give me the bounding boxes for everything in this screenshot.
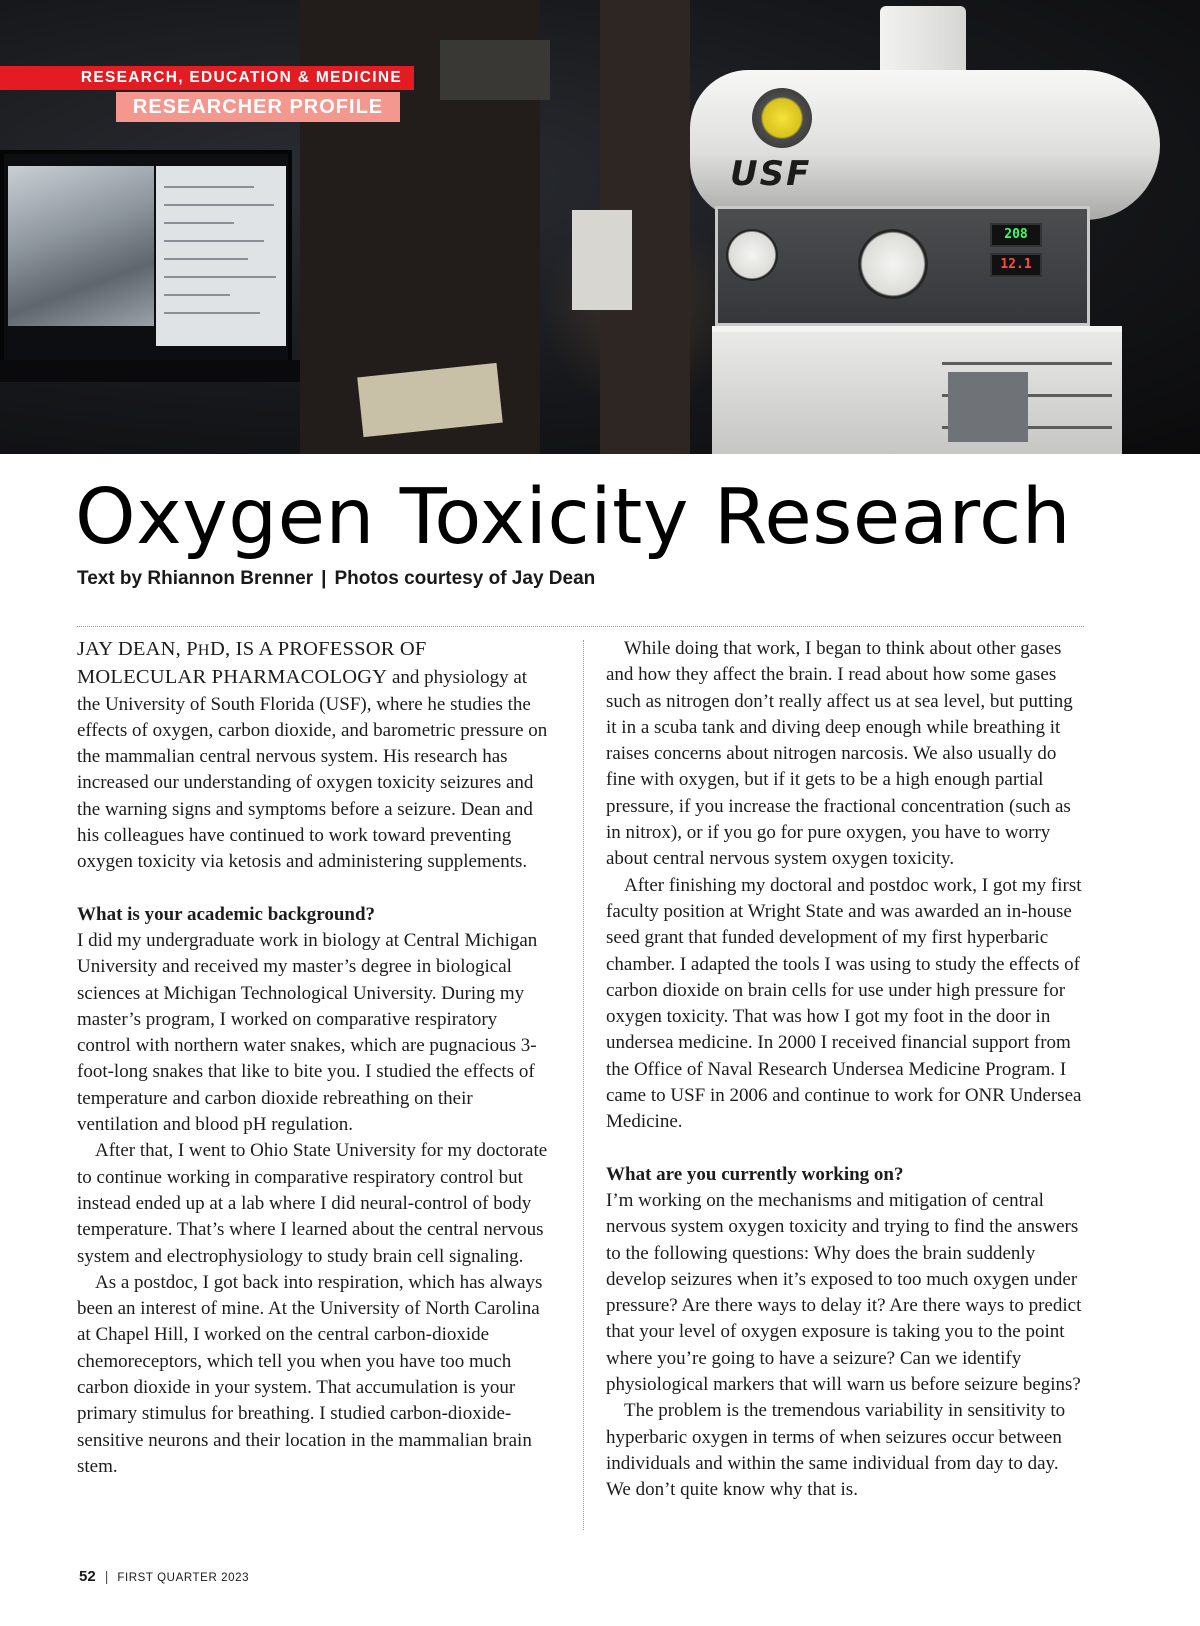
paper-note [572,210,632,310]
subsection-tag: RESEARCHER PROFILE [116,92,400,122]
readout-display: 208 [990,223,1042,247]
intro-lead-in: JAY DEAN, PHD, IS A PROFESSOR OF MOLECULAR PHARMACOLOGY [77,638,427,689]
video-pane [8,166,154,326]
hero-photo [0,0,1200,454]
question-heading: What is your academic background? [77,903,376,925]
byline-photo-credit: Photos courtesy of Jay Dean [334,568,596,589]
body-paragraph: While doing that work, I began to think about other gases and how they affect the brain. I read about how some gases such as nitrogen don’t really affect us at sea level, but putting it in a scuba tank and diving deep enough while breathing it raises concerns about nitrogen narcosis. We also usually do fine with oxygen, but if it gets to be a high enough partial pressure, if you increase the fractional concentration (such as in nitrox), or if you go for pure oxygen, you have to worry about central nervous system oxygen toxicity. [606,638,1073,870]
small-gauge [726,229,778,281]
byline-author: Text by Rhiannon Brenner [77,568,314,589]
lab-instrument [440,40,550,100]
control-panel [715,206,1090,326]
viewport-window [752,88,812,148]
lab-monitor [0,150,292,375]
readout-display: 12.1 [990,253,1042,277]
page-number: 52 [79,1568,96,1585]
footer-separator: | [104,1568,109,1584]
body-paragraph: I’m working on the mechanisms and mitigation of central nervous system oxygen toxicity and trying to find the answers to the following questions: Why does the brain suddenly develop seizures when it’s exposed to too much oxygen under pressure? Are there ways to delay it? Are there ways to predict that your level of oxygen exposure is taking you to the point where you’re going to have a seizure? Can we identify physiological markers that will warn us before seizure begins? [606,1189,1082,1396]
hyperbaric-chamber [690,70,1160,220]
brain-scan-image [948,372,1028,442]
byline-separator: | [321,568,327,589]
intro-paragraph: JAY DEAN, PHD, IS A PROFESSOR OF MOLECULAR PHARMACOLOGY and physiology at the University of South Florida (USF), where he studies the effects of oxygen, carbon dioxide, and barometric pressure on the mammalian central nervous system. His research has increased our understanding of oxygen toxicity seizures and the warning signs and symptoms before a seizure. Dean and his colleagues have continued to work toward preventing oxygen toxicity via ketosis and administering supplements. [77,638,548,873]
issue-label: FIRST QUARTER 2023 [117,1572,250,1584]
article-title: Oxygen Toxicity Research [75,473,1072,562]
taskbar [0,360,300,382]
section-tag: RESEARCH, EDUCATION & MEDICINE [0,66,414,90]
data-pane [156,166,286,346]
article-column-right [606,636,1084,1504]
article-column-left [77,636,549,1480]
body-paragraph: After finishing my doctoral and postdoc work, I got my first faculty position at Wright State and was awarded an in-house seed grant that funded development of my first hyperbaric chamber. I adapted the tools I was using to study the effects of carbon dioxide on brain cells for use under high pressure for oxygen toxicity. That was how I got my foot in the door in undersea medicine. In 2000 I received financial support from the Office of Naval Research Undersea Medicine Program. I came to USF in 2006 and continue to work for ONR Undersea Medicine. [606,874,1082,1133]
equipment-cart [712,326,1122,454]
question-heading: What are you currently working on? [606,1163,904,1185]
body-paragraph: After that, I went to Ohio State University for my doctorate to continue working in comparative respiratory control but instead ended up at a lab where I did neural-control of body temperature. That’s where I learned about the central nervous system and electrophysiology to study brain cell signaling. [77,1140,548,1267]
pressure-gauge [858,229,928,299]
drawer-line [942,362,1112,365]
title-divider [77,626,1084,627]
body-paragraph: I did my undergraduate work in biology at Central Michigan University and received my master’s degree in biological sciences at Michigan Technological University. During my master’s program, I worked on comparative respiratory control with northern water snakes, which are pugnacious 3-foot-long snakes that like to bite you. I studied the effects of temperature and carbon dioxide rebreathing on their ventilation and blood pH regulation. [77,929,538,1136]
body-paragraph: As a postdoc, I got back into respiration, which has always been an interest of mine. At the University of North Carolina at Chapel Hill, I worked on the central carbon-dioxide chemoreceptors, which tell you when you have too much carbon dioxide in your system. That accumulation is your primary stimulus for breathing. I studied carbon-dioxide-sensitive neurons and their location in the mammalian brain stem. [77,1271,543,1477]
body-paragraph: The problem is the tremendous variability in sensitivity to hyperbaric oxygen in terms of when seizures occur between individuals and within the same individual from day to day. We don’t quite know why that is. [606,1400,1066,1501]
column-divider [583,640,584,1530]
usf-logo: USF [730,154,812,194]
byline [77,568,595,590]
page-footer [79,1568,249,1586]
